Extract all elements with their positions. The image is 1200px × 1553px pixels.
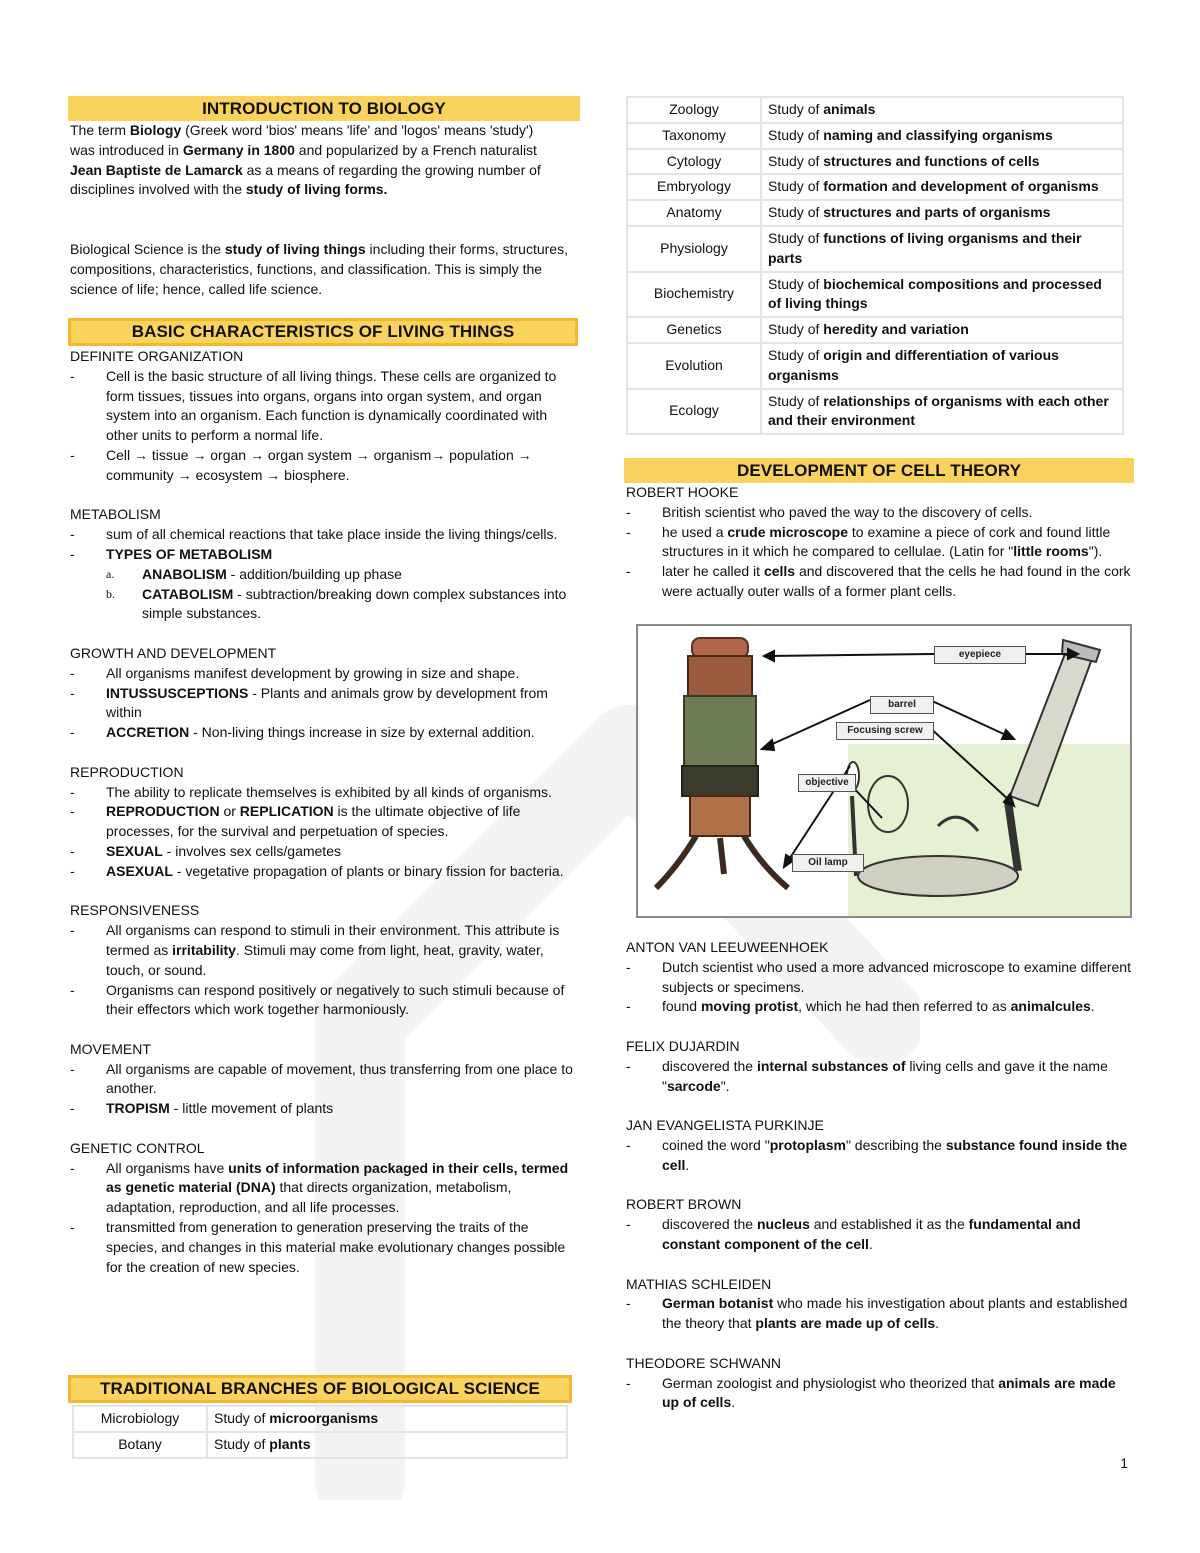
branches-heading: TRADITIONAL BRANCHES OF BIOLOGICAL SCIENCE bbox=[68, 1375, 572, 1403]
list-item: - TROPISM - little movement of plants bbox=[70, 1100, 334, 1117]
list-item: - later he called it cells and discovered that the cells he had found in the cork were actually outer walls of a former plant cells. bbox=[626, 563, 1131, 599]
branch-name: Ecology bbox=[627, 389, 761, 435]
list-item: - German botanist who made his investigation about plants and established the theory that plants are made up of cells. bbox=[626, 1295, 1128, 1332]
list-item: - All organisms are capable of movement, thus transferring from one place to another. bbox=[70, 1060, 573, 1097]
list-item: - REPRODUCTION or REPLICATION is the ultimate objective of life processes, for the survival and perpetuation of species. bbox=[70, 803, 521, 840]
branch-name: Taxonomy bbox=[627, 123, 761, 149]
section-title: ROBERT HOOKE bbox=[626, 484, 739, 500]
list-item: - All organisms have units of information packaged in their cells, termed as genetic material (DNA) that directs organization, metabolism, adaptation, reproduction, and all life processes. bbox=[70, 1159, 569, 1216]
section-title: GENETIC CONTROL bbox=[70, 1139, 205, 1156]
table-row bbox=[627, 123, 1123, 149]
branch-name: Cytology bbox=[627, 149, 761, 175]
table-row bbox=[73, 1432, 567, 1458]
characteristics-body bbox=[70, 347, 576, 1277]
branch-desc: Study of structures and functions of cells bbox=[761, 149, 1123, 175]
branch-name: Zoology bbox=[627, 97, 761, 123]
list-item: - Dutch scientist who used a more advanced microscope to examine different subjects or specimens. bbox=[626, 958, 1131, 995]
list-item: - found moving protist, which he had then referred to as animalcules. bbox=[626, 998, 1095, 1015]
table-row bbox=[73, 1406, 567, 1432]
table-row bbox=[627, 97, 1123, 123]
table-row bbox=[627, 226, 1123, 272]
list-item: - INTUSSUSCEPTIONS - Plants and animals grow by development from within bbox=[70, 684, 548, 721]
list-item: - SEXUAL - involves sex cells/gametes bbox=[70, 842, 341, 859]
branch-desc: Study of naming and classifying organisms bbox=[761, 123, 1123, 149]
section-title: DEFINITE ORGANIZATION bbox=[70, 348, 244, 364]
section-title: METABOLISM bbox=[70, 506, 161, 523]
branch-desc: Study of origin and differentiation of various organisms bbox=[761, 343, 1123, 389]
table-row bbox=[627, 272, 1123, 318]
list-item: - ASEXUAL - vegetative propagation of plants or binary fission for bacteria. bbox=[70, 862, 564, 879]
section-title: FELIX DUJARDIN bbox=[626, 1037, 740, 1054]
branch-name: Evolution bbox=[627, 343, 761, 389]
branch-desc: Study of heredity and variation bbox=[761, 317, 1123, 343]
section-title: JAN EVANGELISTA PURKINJE bbox=[626, 1117, 824, 1134]
section-title: REPRODUCTION bbox=[70, 763, 184, 780]
list-item: - ACCRETION - Non-living things increase in size by external addition. bbox=[70, 724, 535, 741]
table-row bbox=[627, 317, 1123, 343]
table-row bbox=[627, 200, 1123, 226]
branch-desc: Study of animals bbox=[761, 97, 1123, 123]
label-eyepiece: eyepiece bbox=[934, 646, 1026, 664]
label-oil-lamp: Oil lamp bbox=[792, 854, 864, 872]
intro-heading: INTRODUCTION TO BIOLOGY bbox=[68, 96, 580, 121]
branch-name: Botany bbox=[73, 1432, 207, 1458]
list-subitem: b. CATABOLISM - subtraction/breaking down complex substances into simple substances. bbox=[106, 585, 567, 622]
list-item: - TYPES OF METABOLISM bbox=[70, 545, 273, 562]
branches-table-left bbox=[72, 1405, 568, 1459]
list-item: - Cell is the basic structure of all living things. These cells are organized to form tissues, tissues into organs, organs into organ system, and organ system into an organism. Each function is dynamically coordinated with other units to perform a normal life. bbox=[70, 367, 557, 444]
list-item: - discovered the internal substances of living cells and gave it the name "sarcode". bbox=[626, 1057, 1108, 1094]
section-title: MOVEMENT bbox=[70, 1040, 151, 1057]
table-row bbox=[627, 149, 1123, 175]
label-focusing-screw: Focusing screw bbox=[836, 722, 934, 740]
table-row bbox=[627, 389, 1123, 435]
list-item: - Cell → tissue → organ → organ system → organism→ population → community → ecosystem → biosphere. bbox=[70, 446, 532, 483]
hooke-microscope-left bbox=[656, 638, 788, 888]
branch-name: Embryology bbox=[627, 174, 761, 200]
branch-name: Biochemistry bbox=[627, 272, 761, 318]
list-item: - The ability to replicate themselves is exhibited by all kinds of organisms. bbox=[70, 783, 552, 800]
section-title: GROWTH AND DEVELOPMENT bbox=[70, 644, 277, 661]
list-subitem: a. ANABOLISM - addition/building up phase bbox=[106, 565, 402, 582]
branch-desc: Study of formation and development of organisms bbox=[761, 174, 1123, 200]
list-item: - All organisms can respond to stimuli in their environment. This attribute is termed as irritability. Stimuli may come from light, heat, gravity, water, touch, or sound. bbox=[70, 922, 560, 978]
branch-name: Genetics bbox=[627, 317, 761, 343]
branch-name: Physiology bbox=[627, 226, 761, 272]
section-title: MATHIAS SCHLEIDEN bbox=[626, 1275, 772, 1292]
scientists-section bbox=[626, 938, 1132, 1413]
page-number: 1 bbox=[1120, 1455, 1128, 1471]
list-item: - discovered the nucleus and established it as the fundamental and constant component of the cell. bbox=[626, 1216, 1081, 1252]
branch-desc: Study of microorganisms bbox=[207, 1406, 567, 1432]
section-title: ROBERT BROWN bbox=[626, 1196, 742, 1213]
branch-desc: Study of structures and parts of organisms bbox=[761, 200, 1123, 226]
list-item: - Organisms can respond positively or negatively to such stimuli because of their effectors which work together harmoniously. bbox=[70, 981, 565, 1018]
branches-table-right bbox=[626, 96, 1124, 435]
table-row bbox=[627, 343, 1123, 389]
section-title: RESPONSIVENESS bbox=[70, 902, 200, 919]
label-barrel: barrel bbox=[870, 696, 934, 714]
branch-desc: Study of relationships of organisms with each other and their environment bbox=[761, 389, 1123, 435]
label-objective: objective bbox=[798, 774, 856, 792]
list-item: - transmitted from generation to generation preserving the traits of the species, and changes in this material make evolutionary changes possible for the creation of new species. bbox=[70, 1219, 566, 1275]
cell-theory-heading: DEVELOPMENT OF CELL THEORY bbox=[624, 458, 1134, 483]
branch-desc: Study of functions of living organisms and their parts bbox=[761, 226, 1123, 272]
section-title: ANTON VAN LEEUWEENHOEK bbox=[626, 939, 829, 955]
branch-desc: Study of plants bbox=[207, 1432, 567, 1458]
section-title: THEODORE SCHWANN bbox=[626, 1354, 782, 1371]
branch-desc: Study of biochemical compositions and processed of living things bbox=[761, 272, 1123, 318]
characteristics-heading: BASIC CHARACTERISTICS OF LIVING THINGS bbox=[68, 318, 578, 346]
list-item: - sum of all chemical reactions that take place inside the living things/cells. bbox=[70, 526, 558, 543]
list-item: - British scientist who paved the way to the discovery of cells. bbox=[626, 503, 1033, 520]
list-item: - All organisms manifest development by growing in size and shape. bbox=[70, 664, 520, 681]
branch-name: Anatomy bbox=[627, 200, 761, 226]
branch-name: Microbiology bbox=[73, 1406, 207, 1432]
list-item: - coined the word "protoplasm" describing the substance found inside the cell. bbox=[626, 1136, 1128, 1173]
microscope-illustration bbox=[638, 626, 1130, 916]
list-item: - German zoologist and physiologist who theorized that animals are made up of cells. bbox=[626, 1374, 1116, 1411]
table-row bbox=[627, 174, 1123, 200]
list-item: - he used a crude microscope to examine a piece of cork and found little structures in it which he compared to cellulae. (Latin for "little rooms"). bbox=[626, 523, 1111, 560]
microscope-figure bbox=[636, 624, 1132, 918]
intro-paragraph-1: The term Biology (Greek word 'bios' means 'life' and 'logos' means 'study') was introduced in Germany in 1800 and popularized by a French naturalist Jean Baptiste de Lamarck as a means of regarding the growing number of disciplines involved with the study of living forms. bbox=[70, 122, 541, 198]
intro-paragraph-2: Biological Science is the study of living things including their forms, structures, compositions, characteristics, functions, and classification. This is simply the science of life; hence, called life science. bbox=[70, 241, 568, 297]
hooke-section bbox=[626, 483, 1132, 602]
